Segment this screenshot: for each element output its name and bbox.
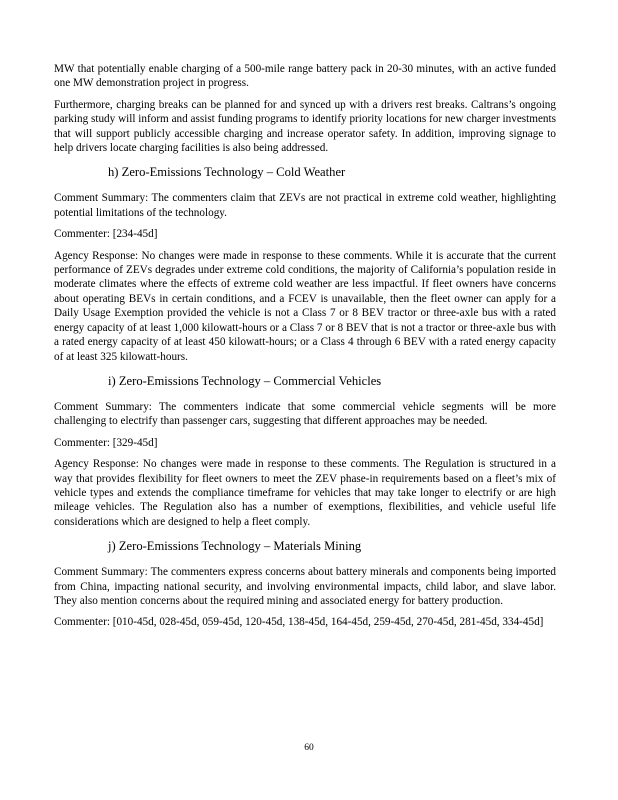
comment-summary-commercial-vehicles: Comment Summary: The commenters indicate that some commercial vehicle segments will be more challenging to electrify than passenger cars, suggesting that different approaches may be needed. [54, 400, 556, 428]
section-heading-cold-weather: h) Zero-Emissions Technology – Cold Weather [108, 165, 346, 180]
intro-paragraph: MW that potentially enable charging of a 500-mile range battery pack in 20-30 minutes, with an active funded one MW demonstration project in progress. [54, 63, 556, 90]
page-number: 60 [304, 743, 314, 753]
agency-response-commercial-vehicles: Agency Response: No changes were made in response to these comments. The Regulation is structured in a way that provides flexibility for fleet owners to meet the ZEV phase-in requirements based on a fleet’s mix of vehicle types and extends the compliance timeframe for vehicles that may take longer to electrify or are high mileage vehicles. The Regulation also has a number of exemptions, flexibilities, and vehicle useful life considerations which are designed to help a fleet comply. [54, 458, 556, 528]
document-body [54, 62, 556, 637]
comment-summary-materials-mining: Comment Summary: The commenters express concerns about battery minerals and components being imported from China, impacting national security, and involving environmental impacts, child labor, and slave labor. They also mention concerns about the required mining and associated energy for battery production. [54, 566, 556, 607]
agency-response-cold-weather: Agency Response: No changes were made in response to these comments. While it is accurate that the current performance of ZEVs degrades under extreme cold conditions, the majority of California’s population reside in moderate climates where the effects of extreme cold weather are less impactful. If fleet owners have concerns about operating BEVs in certain conditions, and a FCEV is unavailable, then the fleet owner can apply for a Daily Usage Exemption provided the vehicle is not a Class 7 or 8 BEV tractor or three-axle bus with a rated energy capacity of at least 1,000 kilowatt-hours or a Class 7 or 8 BEV that is not a tractor or three-axle bus with a rated energy capacity of at least 450 kilowatt-hours; or a Class 4 through 6 BEV with a rated energy capacity of at least 325 kilowatt-hours. [54, 249, 556, 363]
section-heading-materials-mining: j) Zero-Emissions Technology – Materials Mining [108, 539, 362, 554]
commenter-materials-mining: Commenter: [010-45d, 028-45d, 059-45d, 120-45d, 138-45d, 164-45d, 259-45d, 270-45d, 281-45d, 334-45d] [54, 616, 544, 629]
commenter-commercial-vehicles: Commenter: [329-45d] [54, 436, 158, 449]
furthermore-paragraph: Furthermore, charging breaks can be planned for and synced up with a drivers rest breaks. Caltrans’s ongoing parking study will inform and assist funding programs to identify priority locations for new charger investments that will support publicly accessible charging and increase operator safety. In addition, improving signage to help drivers locate charging facilities is also being addressed. [54, 98, 556, 155]
comment-summary-cold-weather: Comment Summary: The commenters claim that ZEVs are not practical in extreme cold weather, highlighting potential limitations of the technology. [54, 192, 556, 219]
commenter-cold-weather: Commenter: [234-45d] [54, 228, 158, 241]
section-heading-commercial-vehicles: i) Zero-Emissions Technology – Commercial Vehicles [108, 373, 382, 388]
